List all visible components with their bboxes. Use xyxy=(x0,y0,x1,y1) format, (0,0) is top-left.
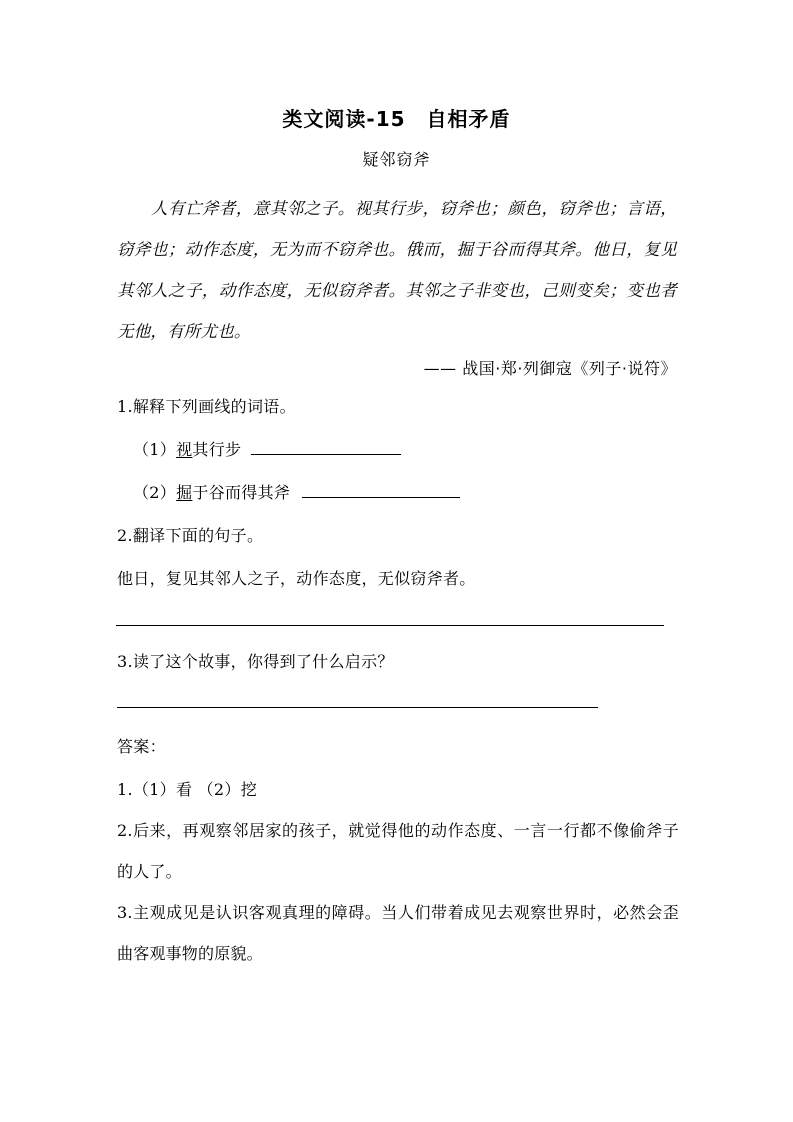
question-1-item-b-answer-blank[interactable] xyxy=(302,482,460,498)
answer-key-item-2: 2.后来，再观察邻居家的孩子，就觉得他的动作态度、一言一行都不像偷斧子的人了。 xyxy=(117,821,679,881)
passage-subtitle: 疑邻窃斧 xyxy=(362,150,431,169)
question-2-answer-rule[interactable] xyxy=(116,625,664,626)
classical-passage-body: 人有亡斧者，意其邻之子。视其行步，窃斧也；颜色，窃斧也；言语，窃斧也；动作态度，无为而不窃斧也。俄而，掘于谷而得其斧。他日，复见其邻人之子，动作态度，无似窃斧者。其邻之子非变也，己则变矣；变也者无他，有所尤也。 xyxy=(117,199,677,341)
question-1-item-b-underlined-word: 掘 xyxy=(176,483,193,502)
question-1-prompt: 1.解释下列画线的词语。 xyxy=(117,397,296,416)
passage-attribution: —— 战国·郑·列御寇《列子·说符》 xyxy=(423,359,677,378)
question-2-prompt: 2.翻译下面的句子。 xyxy=(117,526,264,545)
page-title: 类文阅读-15 自相矛盾 xyxy=(282,107,511,131)
question-3-answer-rule[interactable] xyxy=(117,707,598,708)
answer-key-header: 答案： xyxy=(117,737,166,756)
question-1-item-b xyxy=(133,481,460,505)
question-1-item-a-answer-blank[interactable] xyxy=(251,439,401,455)
question-3-prompt: 3.读了这个故事，你得到了什么启示？ xyxy=(117,652,394,671)
question-2-sentence: 他日，复见其邻人之子，动作态度，无似窃斧者。 xyxy=(117,569,476,588)
question-1-item-a xyxy=(133,438,401,462)
question-1-item-b-text: 于谷而得其斧 xyxy=(192,483,291,502)
answer-key-item-1: 1.（1）看 （2）挖 xyxy=(117,780,258,799)
question-1-item-a-text: 其行步 xyxy=(192,440,242,459)
question-1-item-a-underlined-word: 视 xyxy=(176,440,193,459)
answer-key-item-3: 3.主观成见是认识客观真理的障碍。当人们带着成见去观察世界时，必然会歪曲客观事物的原貌。 xyxy=(117,903,679,963)
question-1-item-b-label: （2） xyxy=(133,483,177,502)
question-1-item-a-label: （1） xyxy=(133,440,177,459)
